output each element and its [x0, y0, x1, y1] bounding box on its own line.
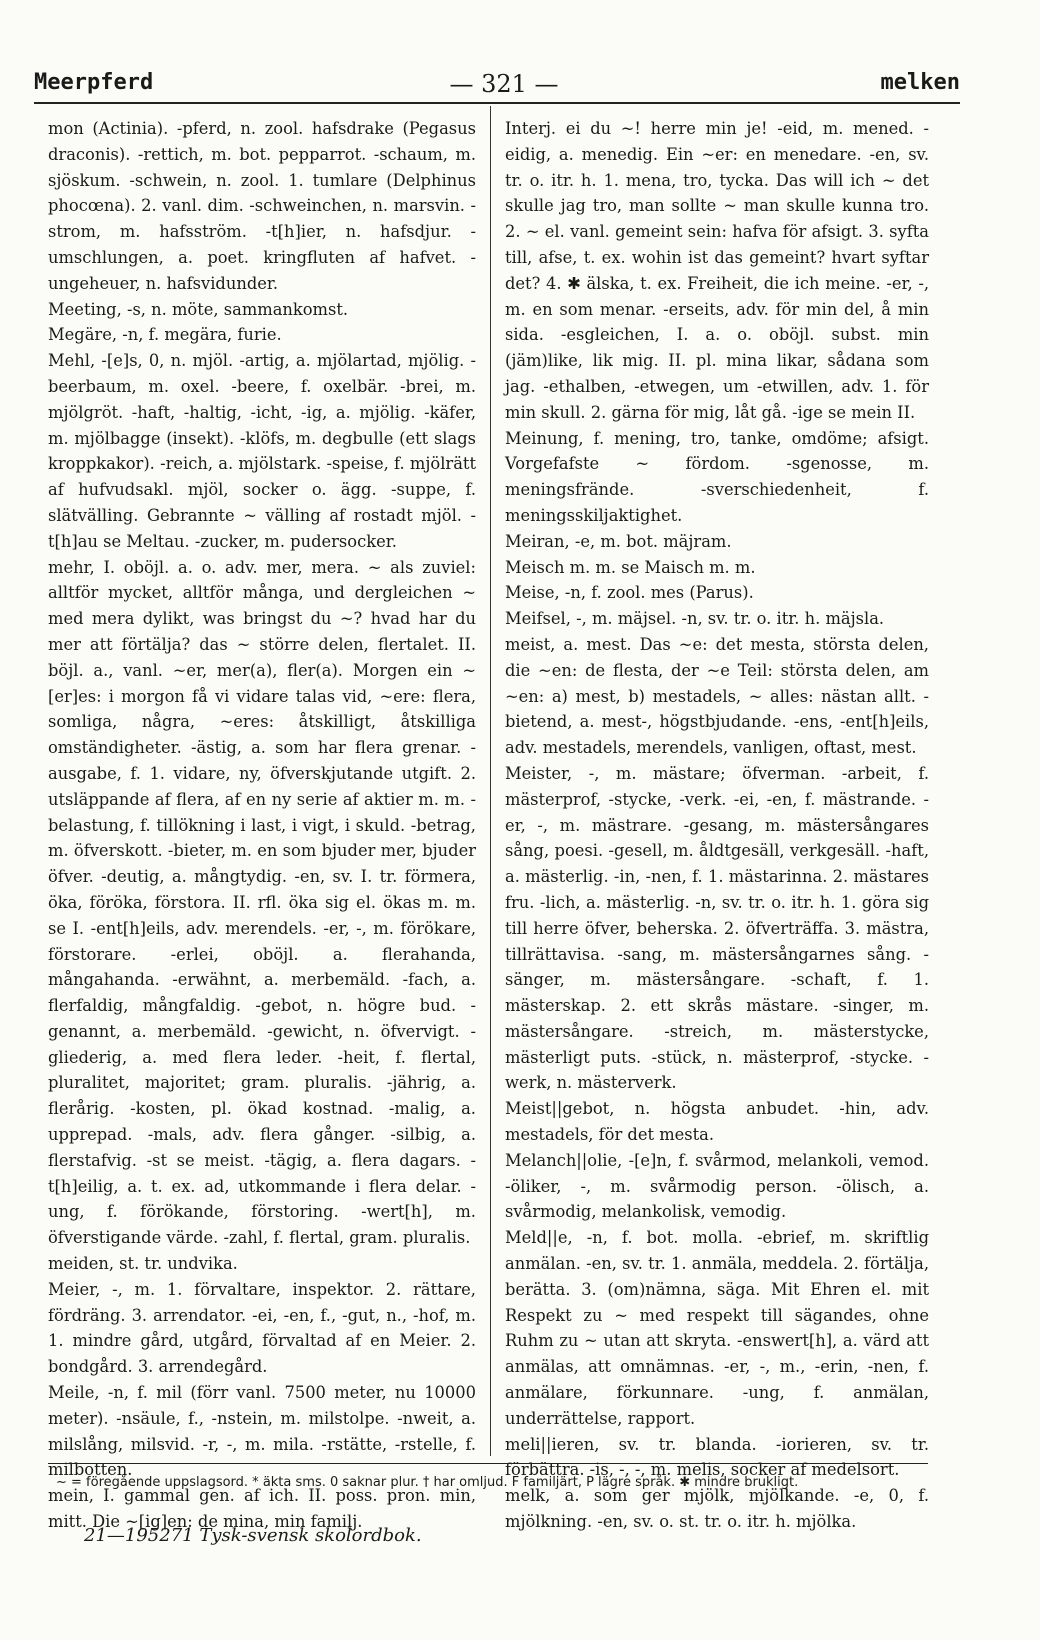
header-right-word: melken [880, 70, 960, 95]
entry: Meier, -, m. 1. förvaltare, inspektor. 2. rättare, fördräng. 3. arrendator. -ei, -en, f., -gut, n., -hof, m. 1. mindre gård, utgård, förvaltad af en Meier. 2. bondgård. 3. arrendegård. [48, 1279, 476, 1377]
page-number: — 321 — [449, 70, 559, 98]
entry: Meist||gebot, n. högsta anbudet. -hin, adv. mestadels, för det mesta. [505, 1099, 929, 1145]
entry: meist, a. mest. Das ~e: det mesta, största delen, die ~en: de flesta, der ~e Teil: största delen, am ~en: a) mest, b) mestadels, ~ alles: nästan allt. -bietend, a. mest-, högstbjudande. -ens, -ent[h]eils, adv. mestadels, merendels, vanligen, oftast, mest. [505, 634, 929, 758]
entry: meiden, st. tr. undvika. [48, 1254, 238, 1274]
entry: mehr, I. oböjl. a. o. adv. mer, mera. ~ als zuviel: alltför mycket, alltför många, und dergleichen ~ med mera dylikt, was bringst du ~? hvad har du mer att förtälja? das ~ större delen, flertalet. II. böjl. a., vanl. ~er, mer(a), fler(a). Morgen ein ~[er]es: i morgon få vi vidare talas vid, ~ere: flera, somliga, några, ~eres: åtskilligt, åtskilliga omständigheter. -ästig, a. som har flera grenar. -ausgabe, f. 1. vidare, ny, öfverskjutande utgift. 2. utsläppande af flera, af en ny serie af aktier m. m. -belastung, f. tillökning i last, i vigt, i skuld. -betrag, m. öfverskott. -bieter, m. en som bjuder mer, bjuder öfver. -deutig, a. mångtydig. -en, sv. I. tr. förmera, öka, föröka, förstora. II. rfl. öka sig el. ökas m. m. se I. -ent[h]eils, adv. merendels. -er, -, m. förökare, förstorare. -erlei, oböjl. a. flerahanda, mångahanda. -erwähnt, a. merbemäld. -fach, a. flerfaldig, mångfaldig. -gebot, n. högre bud. -genannt, a. merbemäld. -gewicht, n. öfvervigt. -gliederig, a. med flera leder. -heit, f. flertal, pluralitet, majoritet; gram. pluralis. -jährig, a. flerårig. -kosten, pl. ökad kostnad. -malig, a. upprepad. -mals, adv. flera gånger. -silbig, a. flerstafvig. -st se meist. -tägig, a. flera dagars. -t[h]eilig, a. t. ex. ad, utkommande i flera delar. -ung, f. förökande, förstoring. -wert[h], m. öfverstigande värde. -zahl, f. flertal, gram. pluralis. [48, 557, 476, 1248]
print-signature: 21—195271 Tysk-svensk skolordbok. [84, 1525, 422, 1546]
header-left-word: Meerpferd [34, 70, 154, 95]
entry: Meinung, f. mening, tro, tanke, omdöme; afsigt. Vorgefafste ~ fördom. -sgenosse, m. meningsfrände. -sverschiedenheit, f. meningsskiljaktighet. [505, 428, 929, 525]
entry: Mehl, -[e]s, 0, n. mjöl. -artig, a. mjölartad, mjölig. -beerbaum, m. oxel. -beere, f. oxelbär. -brei, m. mjölgröt. -haft, -haltig, -icht, -ig, a. mjölig. -käfer, m. mjölbagge (insekt). -klöfs, m. degbulle (ett slags kroppkakor). -reich, a. mjölstark. -speise, f. mjölrätt af hufvudsakl. mjöl, socker o. ägg. -suppe, f. slätvälling. Gebrannte ~ välling af rostadt mjöl. -t[h]au se Meltau. -zucker, m. pudersocker. [48, 351, 476, 551]
entry: Meisch m. m. se Maisch m. m. [505, 557, 756, 577]
left-column [48, 116, 476, 1535]
abbreviation-legend: ~ = föregående uppslagsord. * äkta sms. 0 saknar plur. † har omljud. F familjärt, P lägre språk. ✱ mindre brukligt. [56, 1475, 799, 1490]
entry: Meifsel, -, m. mäjsel. -n, sv. tr. o. itr. h. mäjsla. [505, 609, 885, 629]
entry: Meld||e, -n, f. bot. molla. -ebrief, m. skriftlig anmälan. -en, sv. tr. 1. anmäla, meddela. 2. förtälja, berätta. 3. (om)nämna, säga. Mit Ehren el. mit Respekt zu ~ med respekt till sägandes, ohne Ruhm zu ~ utan att skryta. -enswert[h], a. värd att anmälas, att omnämnas. -er, -, m., -erin, -nen, f. anmälare, förkunnare. -ung, f. anmälan, underrättelse, rapport. [505, 1228, 929, 1428]
right-column [505, 116, 929, 1535]
entry: meli||ieren, sv. tr. blanda. -iorieren, sv. tr. förbättra. -is, -, -, m. melis, socker af medelsort. [505, 1434, 929, 1480]
page-header [34, 70, 960, 102]
entry: Meeting, -s, n. möte, sammankomst. [48, 299, 349, 319]
entry: Megäre, -n, f. megära, furie. [48, 325, 282, 345]
entry: Melanch||olie, -[e]n, f. svårmod, melankoli, vemod. -öliker, -, m. svårmodig person. -ölisch, a. svårmodig, melankolisk, vemodig. [505, 1150, 929, 1222]
entry: melk, a. som ger mjölk, mjölkande. -e, 0, f. mjölkning. -en, sv. o. st. tr. o. itr. h. mjölka. [505, 1486, 929, 1532]
entry: Meise, -n, f. zool. mes (Parus). [505, 583, 754, 603]
entry: Meiran, -e, m. bot. mäjram. [505, 531, 732, 551]
entry: mon (Actinia). -pferd, n. zool. hafsdrake (Pegasus draconis). -rettich, m. bot. pepparrot. -schaum, m. sjöskum. -schwein, n. zool. 1. tumlare (Delphinus phocœna). 2. vanl. dim. -schweinchen, n. marsvin. -strom, m. hafsström. -t[h]ier, n. hafsdjur. -umschlungen, a. poet. kringfluten af hafvet. -ungeheuer, n. hafsvidunder. [48, 119, 476, 293]
footer-rule [48, 1463, 928, 1464]
column-divider [490, 106, 491, 1456]
entry: Interj. ei du ~! herre min je! -eid, m. mened. -eidig, a. menedig. Ein ~er: en menedare. -en, sv. tr. o. itr. h. 1. mena, tro, tycka. Das will ich ~ det skulle jag tro, man sollte ~ man skulle kunna tro. 2. ~ el. vanl. gemeint sein: hafva för afsigt. 3. syfta till, afse, t. ex. wohin ist das gemeint? hvart syftar det? 4. ✱ älska, t. ex. Freiheit, die ich meine. -er, -, m. en som menar. -erseits, adv. för min del, å min sida. -esgleichen, I. a. o. oböjl. subst. min (jäm)like, lik mig. II. pl. mina likar, sådana som jag. -ethalben, -etwegen, um -etwillen, adv. 1. för min skull. 2. gärna för mig, låt gå. -ige se mein II. [505, 119, 929, 422]
entry: mein, I. gammal gen. af ich. II. poss. pron. min, mitt. Die ~[ig]en: de mina, min familj. [48, 1486, 476, 1532]
header-rule [34, 102, 960, 104]
entry: Meile, -n, f. mil (förr vanl. 7500 meter, nu 10000 meter). -nsäule, f., -nstein, m. milstolpe. -nweit, a. milslång, milsvid. -r, -, m. mila. -rstätte, -rstelle, f. milbotten. [48, 1383, 476, 1480]
entry: Meister, -, m. mästare; öfverman. -arbeit, f. mästerprof, -stycke, -verk. -ei, -en, f. mästrande. -er, -, m. mästrare. -gesang, m. mästersångares sång, poesi. -gesell, m. åldtgesäll, verkgesäll. -haft, a. mästerlig. -in, -nen, f. 1. mästarinna. 2. mästares fru. -lich, a. mästerlig. -n, sv. tr. o. itr. h. 1. göra sig till herre öfver, beherska. 2. öfverträffa. 3. mästra, tillrättavisa. -sang, m. mästersångarnes sång. -sänger, m. mästersångare. -schaft, f. 1. mästerskap. 2. ett skrås mästare. -singer, m. mästersångare. -streich, m. mästerstycke, mästerligt puts. -stück, n. mästerprof, -stycke. -werk, n. mästerverk. [505, 763, 929, 1093]
